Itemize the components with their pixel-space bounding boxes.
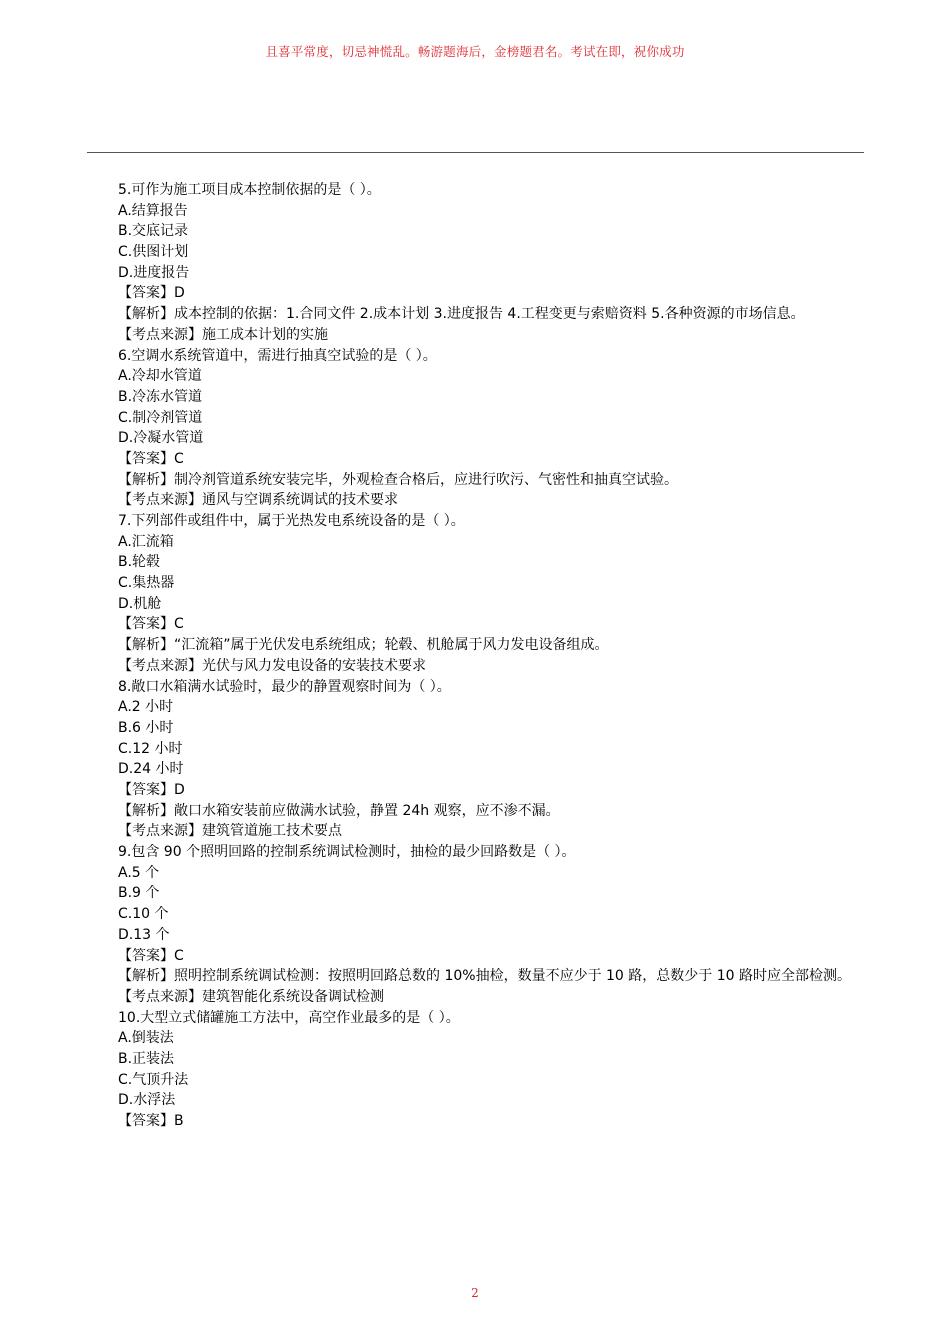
answer-option: C.制冷剂管道 — [118, 409, 203, 426]
analysis-text: 【解析】成本控制的依据：1.合同文件 2.成本计划 3.进度报告 4.工程变更与索赔资料 5.各种资源的市场信息。 — [118, 306, 805, 323]
header-motto: 且喜平常度，切忌神慌乱。畅游题海后，金榜题君名。考试在即，祝你成功 — [265, 44, 685, 59]
question-stem: 9.包含 90 个照明回路的控制系统调试检测时，抽检的最少回路数是（ ）。 — [118, 844, 576, 861]
source-note: 【考点来源】光伏与风力发电设备的安装技术要求 — [118, 657, 426, 674]
answer-key: 【答案】C — [118, 947, 184, 964]
answer-option: B.9 个 — [118, 885, 160, 902]
answer-option: C.供图计划 — [118, 244, 189, 261]
question-block — [87, 842, 864, 1008]
answer-option: B.交底记录 — [118, 223, 189, 240]
answer-option: D.水浮法 — [118, 1092, 176, 1109]
source-note: 【考点来源】通风与空调系统调试的技术要求 — [118, 492, 398, 509]
question-block — [87, 677, 864, 843]
answer-option: B.6 小时 — [118, 719, 174, 736]
answer-option: D.13 个 — [118, 926, 170, 943]
answer-option: C.气顶升法 — [118, 1071, 189, 1088]
answer-option: B.轮毂 — [118, 554, 161, 571]
question-stem: 5.可作为施工项目成本控制依据的是（ ）。 — [118, 182, 381, 198]
answer-option: C.10 个 — [118, 906, 169, 923]
answer-option: C.集热器 — [118, 575, 175, 592]
answer-key: 【答案】B — [118, 1113, 184, 1130]
header-divider — [87, 152, 864, 153]
question-stem: 7.下列部件或组件中，属于光热发电系统设备的是（ ）。 — [118, 513, 465, 530]
question-block — [87, 1008, 864, 1132]
answer-option: D.冷凝水管道 — [118, 430, 204, 447]
answer-option: D.24 小时 — [118, 761, 184, 778]
answer-key: 【答案】D — [118, 781, 185, 798]
answer-option: A.2 小时 — [118, 699, 174, 716]
question-stem: 8.敞口水箱满水试验时，最少的静置观察时间为（ ）。 — [118, 678, 451, 695]
source-note: 【考点来源】建筑智能化系统设备调试检测 — [118, 988, 384, 1005]
answer-option: C.12 小时 — [118, 740, 183, 757]
question-stem: 6.空调水系统管道中，需进行抽真空试验的是（ ）。 — [118, 347, 437, 364]
answer-key: 【答案】D — [118, 285, 185, 302]
question-block — [87, 346, 864, 512]
answer-option: D.机舱 — [118, 595, 162, 612]
document-body — [87, 180, 864, 1132]
answer-key: 【答案】C — [118, 450, 184, 467]
analysis-text: 【解析】照明控制系统调试检测：按照明回路总数的 10%抽检，数量不应少于 10 路，总数少于 10 路时应全部检测。 — [118, 968, 851, 985]
answer-option: A.结算报告 — [118, 202, 188, 219]
answer-key: 【答案】C — [118, 616, 184, 633]
question-stem: 10.大型立式储罐施工方法中，高空作业最多的是（ ）。 — [118, 1009, 460, 1026]
source-note: 【考点来源】施工成本计划的实施 — [118, 326, 328, 343]
question-block — [87, 180, 864, 346]
answer-option: D.进度报告 — [118, 264, 190, 281]
source-note: 【考点来源】建筑管道施工技术要点 — [118, 823, 342, 840]
answer-option: B.冷冻水管道 — [118, 388, 203, 405]
question-block — [87, 511, 864, 677]
page-number: 2 — [471, 1286, 479, 1300]
analysis-text: 【解析】敞口水箱安装前应做满水试验，静置 24h 观察，应不渗不漏。 — [118, 802, 560, 819]
answer-option: A.5 个 — [118, 864, 160, 881]
analysis-text: 【解析】“汇流箱”属于光伏发电系统组成；轮毂、机舱属于风力发电设备组成。 — [118, 637, 609, 654]
answer-option: A.汇流箱 — [118, 533, 174, 550]
analysis-text: 【解析】制冷剂管道系统安装完毕，外观检查合格后，应进行吹污、气密性和抽真空试验。 — [118, 471, 678, 488]
answer-option: B.正装法 — [118, 1050, 175, 1067]
answer-option: A.倒装法 — [118, 1030, 174, 1047]
answer-option: A.冷却水管道 — [118, 368, 202, 385]
